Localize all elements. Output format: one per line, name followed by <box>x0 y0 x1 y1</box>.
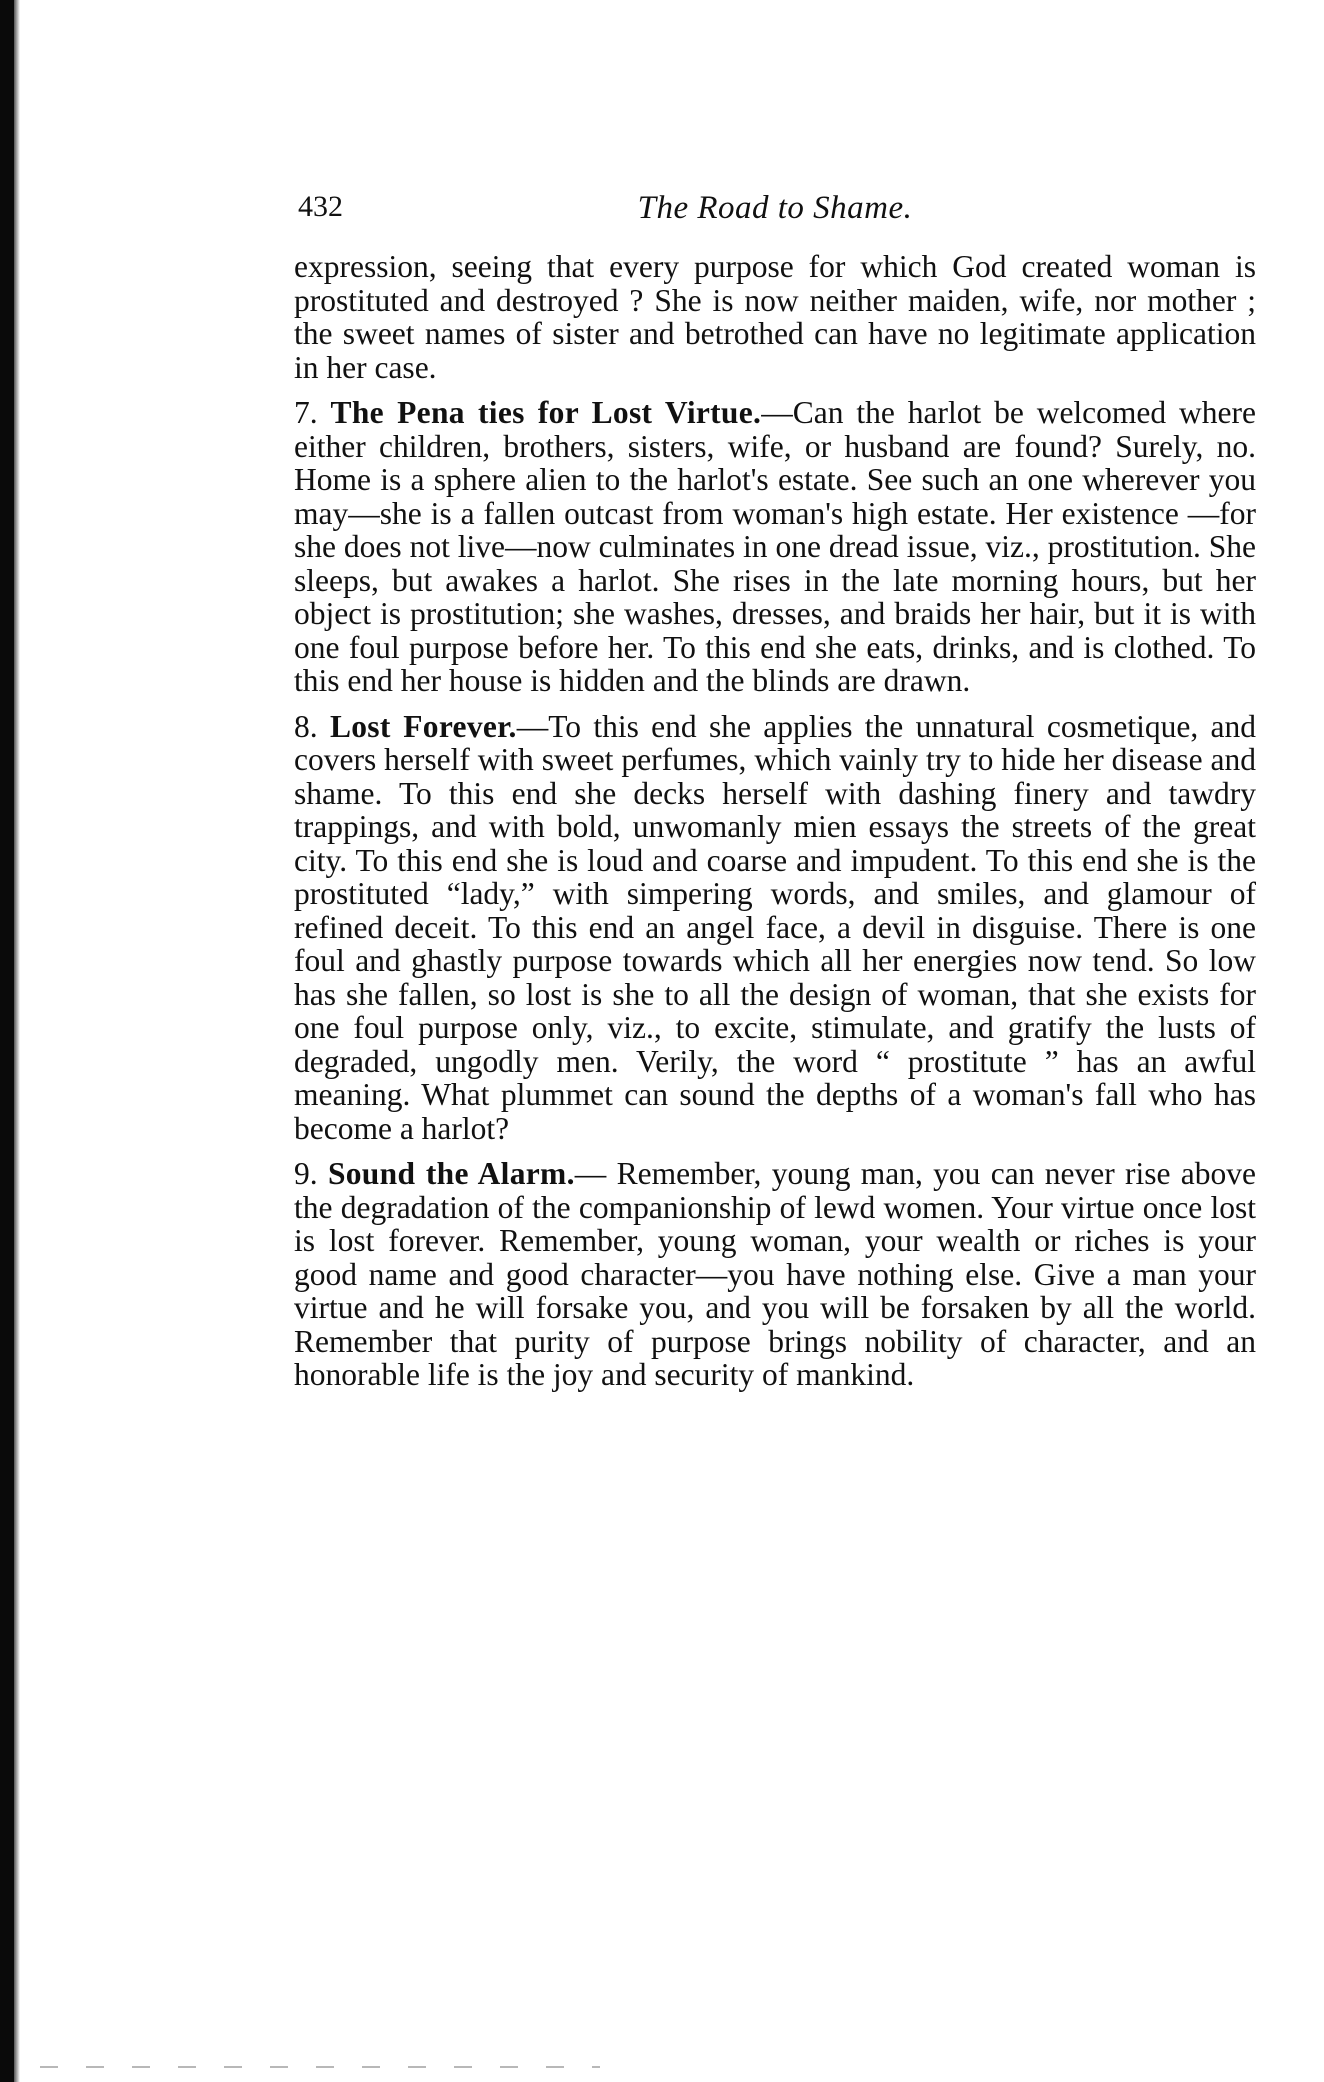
section-title: Sound the Alarm. <box>327 1156 575 1191</box>
section-number: 8. <box>294 708 318 744</box>
running-title: The Road to Shame. <box>637 190 913 226</box>
scan-speckle <box>40 2066 600 2068</box>
section-body: —Can the harlot be welcomed where either children, brothers, sisters, wife, or husband are found? Surely, no. Home is a sphere alien to the harlot's estate. See such an one wherever you may—she is a fallen outcast from woman's high estate. Her existence —for she does not live—now culminates in one dread issue, viz., prostitution. She sleeps, but awakes a harlot. She rises in the late morning hours, but her object is prostitution; she washes, dresses, and braids her hair, but it is with one foul purpose before her. To this end she eats, drinks, and is clothed. To this end her house is hidden and the blinds are drawn. <box>294 395 1256 698</box>
section-body: —To this end she applies the unnatural cosmetique, and covers herself with sweet perfumes, which vainly try to hide her disease and shame. To this end she decks herself with dashing finery and tawdry trappings, and with bold, unwomanly mien essays the streets of the great city. To this end she is loud and coarse and impudent. To this end she is the prostituted “lady,” with simpering words, and smiles, and glamour of refined deceit. To this end an angel face, a devil in disguise. There is one foul and ghastly purpose towards which all her energies now tend. So low has she fallen, so lost is she to all the design of woman, that she exists for one foul purpose only, viz., to excite, stimulate, and gratify the lusts of degraded, ungodly men. Verily, the word “ prostitute ” has an awful meaning. What plummet can sound the depths of a woman's fall who has become a harlot? <box>294 708 1256 1146</box>
scan-margin-edge <box>0 0 14 2082</box>
section-number: 9. <box>294 1156 318 1191</box>
section-8 <box>294 710 1256 1146</box>
scan-margin-shadow <box>14 0 20 2082</box>
page-number: 432 <box>298 190 343 223</box>
section-title: The Pena ties for Lost Virtue. <box>330 395 762 430</box>
book-page <box>294 190 1256 1404</box>
section-7 <box>294 396 1256 698</box>
section-number: 7. <box>294 395 318 430</box>
section-9 <box>294 1157 1256 1392</box>
section-title: Lost Forever. <box>329 708 517 744</box>
section-body: — Remember, young man, you can never rise above the degradation of the companionship of lewd women. Your virtue once lost is lost forever. Remember, young woman, your wealth or riches is your good name and good character—you have nothing else. Give a man your virtue and he will forsake you, and you will be forsaken by all the world. Remember that purity of purpose brings nobility of character, and an honorable life is the joy and security of mankind. <box>294 1156 1257 1392</box>
continued-paragraph: expression, seeing that every purpose for which God created woman is prostituted and destroyed ? She is now neither maiden, wife, nor mother ; the sweet names of sister and betrothed can have no legitimate application in her case. <box>294 249 1256 385</box>
running-head <box>294 190 1256 240</box>
